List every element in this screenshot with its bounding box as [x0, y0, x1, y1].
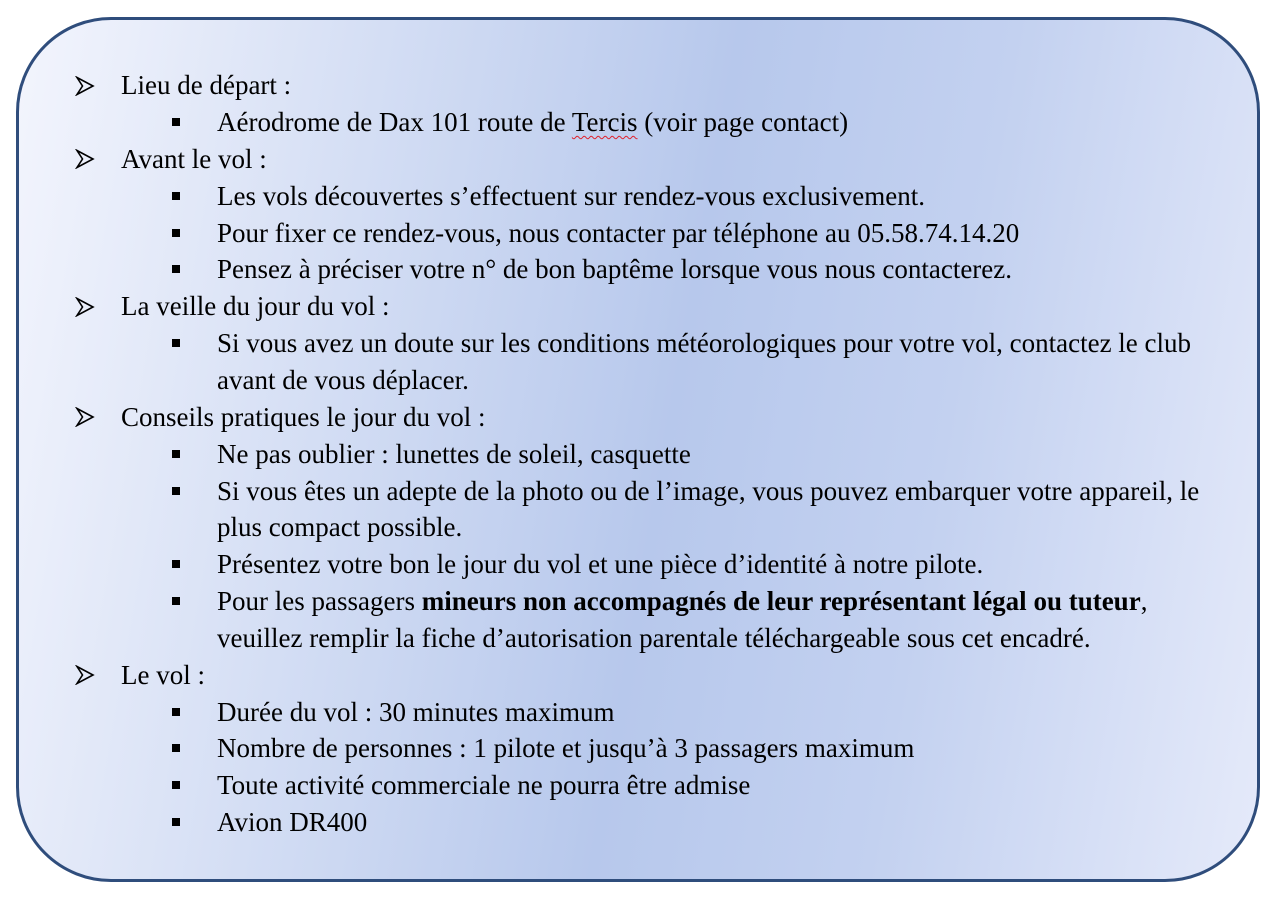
arrow-bullet-icon [74, 67, 96, 104]
item-text: Pour fixer ce rendez-vous, nous contacter par téléphone au 05.58.74.14.20 [217, 217, 1020, 248]
item-text: Avion DR400 [217, 806, 368, 837]
arrow-bullet-icon [74, 141, 96, 178]
item-text: Ne pas oublier : lunettes de soleil, casquette [217, 438, 691, 469]
info-list [19, 67, 1257, 841]
square-bullet-icon [172, 708, 180, 716]
square-bullet-icon [172, 229, 180, 237]
item-text: Durée du vol : 30 minutes maximum [217, 696, 615, 727]
list-item [19, 546, 1257, 583]
section-title-text: Le vol : [121, 659, 205, 690]
item-text: Nombre de personnes : 1 pilote et jusqu’à 3 passagers maximum [217, 733, 915, 764]
square-bullet-icon [172, 118, 180, 126]
list-item [19, 104, 1257, 141]
item-text: Présentez votre bon le jour du vol et une pièce d’identité à notre pilote. [217, 549, 984, 580]
item-text: Pensez à préciser votre n° de bon baptême lorsque vous nous contacterez. [217, 254, 1013, 285]
section-title-text: Lieu de départ : [121, 70, 292, 100]
square-bullet-icon [172, 560, 180, 568]
item-text: Toute activité commerciale ne pourra être admise [217, 770, 751, 801]
section-title-text: Conseils pratiques le jour du vol : [121, 401, 486, 432]
arrow-bullet-icon [74, 657, 96, 694]
list-item [19, 251, 1257, 288]
item-bold-text: mineurs non accompagnés de leur représentant légal ou tuteur [421, 585, 1141, 616]
list-item [19, 325, 1257, 399]
square-bullet-icon [172, 781, 180, 789]
list-item [19, 178, 1257, 215]
section-title [19, 141, 1257, 178]
item-text: Aérodrome de Dax 101 route de [217, 107, 572, 137]
square-bullet-icon [172, 597, 180, 605]
arrow-bullet-icon [74, 399, 96, 436]
item-text: Pour les passagers [217, 585, 422, 616]
list-item [19, 694, 1257, 731]
list-item [19, 215, 1257, 252]
list-item [19, 583, 1257, 657]
section-title-text: Avant le vol : [121, 143, 267, 174]
square-bullet-icon [172, 339, 180, 347]
square-bullet-icon [172, 818, 180, 826]
spellcheck-flagged-word: Tercis [571, 107, 638, 137]
section-title [19, 657, 1257, 694]
square-bullet-icon [172, 265, 180, 273]
section-title [19, 288, 1257, 325]
list-item [19, 473, 1257, 547]
item-text: Les vols découvertes s’effectuent sur rendez-vous exclusivement. [217, 180, 925, 211]
list-item [19, 436, 1257, 473]
list-item [19, 804, 1257, 841]
item-text: (voir page contact) [637, 107, 849, 137]
arrow-bullet-icon [74, 288, 96, 325]
list-item [19, 767, 1257, 804]
item-text: Si vous êtes un adepte de la photo ou de l’image, vous pouvez embarquer votre appareil, le plus compact possible. [217, 475, 1200, 543]
square-bullet-icon [172, 450, 180, 458]
square-bullet-icon [172, 744, 180, 752]
info-panel [16, 17, 1260, 882]
list-item [19, 730, 1257, 767]
section-title [19, 399, 1257, 436]
square-bullet-icon [172, 192, 180, 200]
item-text: Si vous avez un doute sur les conditions météorologiques pour votre vol, contactez le club avant de vous déplacer. [217, 328, 1192, 395]
section-title [19, 67, 1257, 104]
section-title-text: La veille du jour du vol : [121, 291, 390, 322]
square-bullet-icon [172, 487, 180, 495]
item-text: , veuillez remplir la fiche d’autorisation parentale téléchargeable sous cet encadré. [217, 585, 1148, 653]
